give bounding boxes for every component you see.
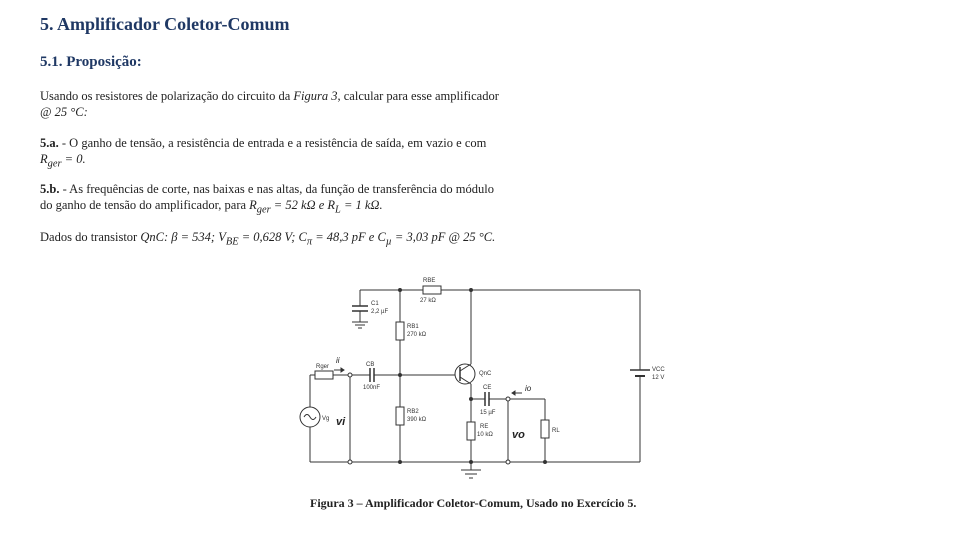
item-a-label: 5.a. xyxy=(40,136,59,150)
ii-label: ii xyxy=(336,356,340,365)
rb1-name: RB1 xyxy=(407,324,419,330)
item-b-label: 5.b. xyxy=(40,182,60,196)
data-cmu: C xyxy=(377,230,386,244)
rbe-name: RBE xyxy=(423,278,436,284)
item-b-rl-sub: L xyxy=(335,204,341,216)
rger-name: Rger xyxy=(316,364,330,370)
item-b-rger: R xyxy=(249,198,257,212)
transistor-data xyxy=(40,229,600,251)
data-vbe: V xyxy=(218,230,226,244)
intro-text: Usando os resistores de polarização do circuito da xyxy=(40,89,294,103)
vcc-value: 12 V xyxy=(652,375,665,381)
c1-value: 2,2 µF xyxy=(371,309,389,315)
data-cpi-val: = 48,3 pF e xyxy=(312,230,378,244)
intro-paragraph xyxy=(40,88,550,120)
figure-caption: Figura 3 – Amplificador Coletor-Comum, Usado no Exercício 5. xyxy=(310,496,637,510)
io-label: io xyxy=(525,384,532,393)
data-qnc: QnC xyxy=(140,230,164,244)
vo-label: vo xyxy=(512,429,525,441)
re-name: RE xyxy=(480,424,489,430)
temperature-text: @ 25 °C: xyxy=(40,105,88,119)
data-vbe-sub: BE xyxy=(225,236,239,248)
section-title: 5.1. Proposição: xyxy=(40,54,142,70)
cb-value: 100nF xyxy=(363,385,381,391)
rb2-name: RB2 xyxy=(407,409,419,415)
item-a-subscript: ger xyxy=(47,158,62,170)
cb-name: CB xyxy=(366,362,375,368)
item-b-text-2: do ganho de tensão do amplificador, para xyxy=(40,198,250,212)
item-b-rl-val: = 1 kΩ. xyxy=(340,198,383,212)
ce-value: 15 µF xyxy=(480,410,496,416)
page-title: 5. Amplificador Coletor-Comum xyxy=(40,14,290,34)
figure-ref: Figura 3 xyxy=(293,89,338,103)
item-b-text-1: - As frequências de corte, nas baixas e nas altas, da função de transferência do módulo xyxy=(59,182,495,196)
data-cpi-sub: π xyxy=(306,236,313,248)
vg-name: Vg xyxy=(322,416,330,422)
circuit-diagram xyxy=(290,270,680,492)
item-a-text: - O ganho de tensão, a resistência de entrada e a resistência de saída, em vazio e com xyxy=(58,136,487,150)
data-cmu-val: = 3,03 pF @ 25 °C. xyxy=(391,230,496,244)
vi-label: vi xyxy=(336,416,346,428)
rbe-value: 27 kΩ xyxy=(420,298,436,304)
rb1-value: 270 kΩ xyxy=(407,332,427,338)
rb2-value: 390 kΩ xyxy=(407,417,427,423)
item-a-symbol: R xyxy=(40,152,48,166)
item-b-paragraph xyxy=(40,181,550,219)
data-prefix: Dados do transistor xyxy=(40,230,141,244)
item-b-rger-val: = 52 kΩ e xyxy=(270,198,328,212)
item-a-paragraph xyxy=(40,135,550,173)
data-vbe-val: = 0,628 V; xyxy=(238,230,299,244)
transistor-name: QnC xyxy=(479,371,492,377)
vcc-name: VCC xyxy=(652,367,665,373)
data-beta: : β = 534; xyxy=(163,230,219,244)
c1-name: C1 xyxy=(371,301,379,307)
data-cpi: C xyxy=(298,230,307,244)
data-cmu-sub: µ xyxy=(385,236,392,248)
intro-text-end: , calcular para esse amplificador xyxy=(337,89,499,103)
item-a-tail: = 0. xyxy=(61,152,86,166)
ce-name: CE xyxy=(483,385,492,391)
item-b-rl: R xyxy=(327,198,336,212)
item-b-rger-sub: ger xyxy=(256,204,271,216)
re-value: 10 kΩ xyxy=(477,432,493,438)
rl-name: RL xyxy=(552,428,560,434)
